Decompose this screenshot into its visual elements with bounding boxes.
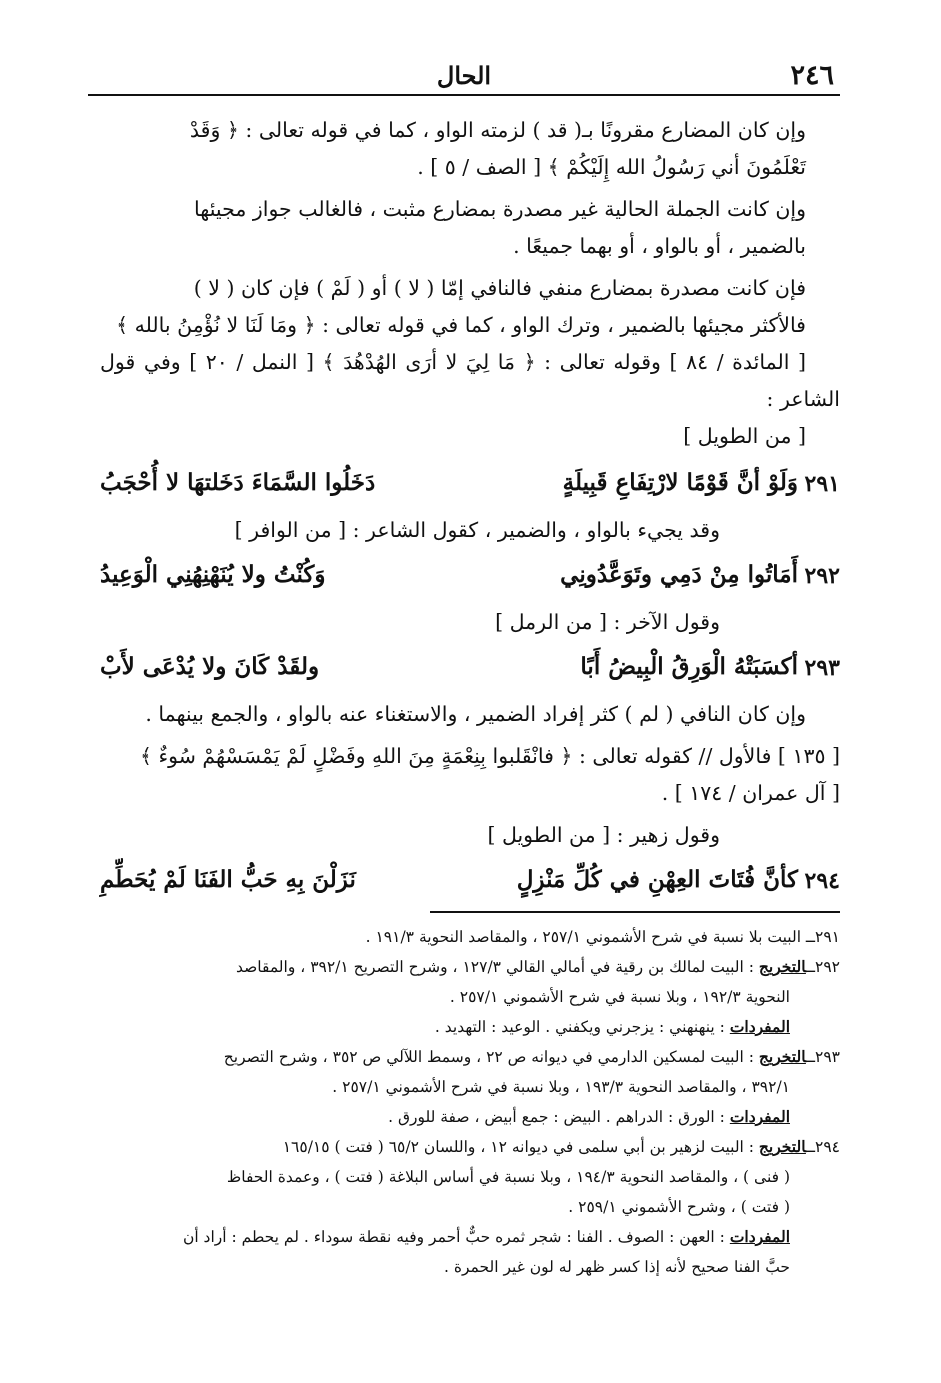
footnotes <box>60 922 840 1282</box>
verse-293 <box>100 644 840 694</box>
second-hemistich: دَخَلُوا السَّمَاءَ دَخَلتهَا لا أُحْجَبُ <box>100 469 376 496</box>
paragraph-negated <box>100 270 840 455</box>
paragraph-lam: وإن كان النافي ( لم ) كثر إفراد الضمير ، والاستغناء عنه بالواو ، والجمع بينهما . <box>145 702 806 726</box>
verse-number: ٢٩٢ <box>804 563 840 589</box>
vocabulary-292 <box>60 1012 840 1042</box>
takhrij-label: التخريج <box>758 1137 806 1156</box>
second-hemistich: وَكُنْتُ ولا يُنَهْنِهُنِي الْوَعِيدُ <box>100 561 326 588</box>
paragraph-zuhair: وقول زهير : [ من الطويل ] <box>487 823 720 847</box>
vocab-label: المفردات <box>729 1017 790 1036</box>
vocab-label: المفردات <box>729 1107 790 1126</box>
first-hemistich: كأنَّ فُتَاتَ العِهْنِ في كُلِّ مَنْزِلٍ <box>516 866 798 893</box>
paragraph-first-case <box>100 738 840 812</box>
paragraph-another-poet: وقول الآخر : [ من الرمل ] <box>495 610 720 634</box>
vocabulary-293 <box>60 1102 840 1132</box>
footnote-291: ٢٩١ــ البيت بلا نسبة في شرح الأشموني ٢٥٧/١ ، والمقاصد النحوية ١٩١/٣ . <box>365 928 840 946</box>
verse-number: ٢٩٣ <box>804 655 840 681</box>
footnote-number: ٢٩٤ــ <box>805 1138 840 1156</box>
text-line: بالضمير ، أو بالواو ، أو بهما جميعًا . <box>513 234 806 258</box>
text-line: [ آل عمران / ١٧٤ ] . <box>661 781 840 805</box>
footnote-292 <box>60 952 840 982</box>
first-hemistich: أكسَبَتْهُ الْوَرِقُ الْبِيضُ أَبًا <box>580 653 798 680</box>
page-number: ٢٤٦ <box>790 60 834 91</box>
paragraph-qad <box>100 112 840 186</box>
footnote-293 <box>60 1042 840 1072</box>
meter-label: [ من الطويل ] <box>683 424 806 448</box>
footnote-continuation: ( فنى ) ، والمقاصد النحوية ١٩٤/٣ ، وبلا نسبة في أساس البلاغة ( فتت ) ، وعمدة الحفاظ <box>226 1168 790 1186</box>
vocabulary-294 <box>60 1222 840 1252</box>
text-line: فالأكثر مجيئها بالضمير ، وترك الواو ، كما في قوله تعالى : ﴿ ومَا لَنَا لا نُؤْمِنُ بالله ﴾ <box>116 313 806 337</box>
takhrij-label: التخريج <box>758 957 806 976</box>
footnote-text: : البيت لمسكين الدارمي في ديوانه ص ٢٢ ، وسمط اللآلي ص ٣٥٢ ، وشرح التصريح <box>223 1048 759 1066</box>
footnote-text: : البيت لزهير بن أبي سلمى في ديوانه ١٢ ، واللسان ٦٥/٢ ( فتت ) ١٦٥/١٥ <box>282 1138 759 1156</box>
paragraph-waw-damir: وقد يجيء بالواو ، والضمير ، كقول الشاعر : [ من الوافر ] <box>234 518 720 542</box>
footnote-294 <box>60 1132 840 1162</box>
text-line: وإن كانت الجملة الحالية غير مصدرة بمضارع مثبت ، فالغالب جواز مجيئها <box>194 197 806 221</box>
vocab-text: : ينهنهني : يزجرني ويكفني . الوعيد : التهديد . <box>434 1018 730 1036</box>
second-hemistich: ولقَدْ كَانَ ولا يُدْعَى لأَبْ <box>100 653 320 680</box>
vocab-text: : العهن : الصوف . الفنا : شجر ثمره حبٌّ أحمر وفيه نقطة سوداء . لم يحطم : أراد أن <box>182 1228 730 1246</box>
footnote-number: ٢٩٣ــ <box>805 1048 840 1066</box>
footnote-continuation: ( فتت ) ، وشرح الأشموني ٢٥٩/١ . <box>568 1198 790 1216</box>
text-line: [ ١٣٥ ] فالأول // كقوله تعالى : ﴿ فانْقَلبوا بِنِعْمَةٍ مِنَ اللهِ وفَضْلٍ لَمْ يَمْسَسْهُمْ سُوءٌ ﴾ <box>139 744 840 768</box>
text-line: فإن كانت مصدرة بمضارع منفي فالنافي إمّا ( لا ) أو ( لَمْ ) فإن كان ( لا ) <box>193 276 806 300</box>
verse-292 <box>100 552 840 602</box>
verse-number: ٢٩١ <box>804 471 840 497</box>
text-line: وإن كان المضارع مقرونًا بـ( قد ) لزمته الواو ، كما في قوله تعالى : ﴿ وَقَدْ <box>189 118 806 142</box>
text-line: تَعْلَمُونَ أني رَسُولُ الله إِلَيْكُمْ ﴾ [ الصف / ٥ ] . <box>417 155 806 179</box>
first-hemistich: أَمَاتُوا مِنْ دَمِي وتَوَعَّدُونِي <box>560 561 798 588</box>
paragraph-non-affirmative <box>100 191 840 265</box>
footnote-divider <box>430 911 840 913</box>
vocab-label: المفردات <box>729 1227 790 1246</box>
footnote-continuation: النحوية ١٩٢/٣ ، وبلا نسبة في شرح الأشموني ٢٥٧/١ . <box>449 988 790 1006</box>
verse-291 <box>100 460 840 510</box>
second-hemistich: نَزَلْنَ بِهِ حَبُّ الفَنَا لَمْ يُحَطِّمِ <box>100 866 356 893</box>
verse-number: ٢٩٤ <box>804 868 840 894</box>
footnote-continuation: حبَّ الفنا صحيح لأنه إذا كسر ظهر له لون غير الحمرة . <box>444 1258 790 1276</box>
takhrij-label: التخريج <box>758 1047 806 1066</box>
running-title: الحال <box>436 61 492 90</box>
main-text <box>100 112 840 909</box>
vocab-text: : الورق : الدراهم . البيض : جمع أبيض ، صفة للورق . <box>388 1108 730 1126</box>
footnote-text: : البيت لمالك بن رقية في أمالي القالي ١٢٧/٣ ، وشرح التصريح ٣٩٢/١ ، والمقاصد <box>235 958 759 976</box>
text-line: [ المائدة / ٨٤ ] وقوله تعالى : ﴿ مَا لِيَ لا أرَى الهُدْهُدَ ﴾ [ النمل / ٢٠ ] وفي قول الشاعر : <box>100 350 840 411</box>
footnote-number: ٢٩٢ــ <box>805 958 840 976</box>
page-header <box>88 58 840 96</box>
first-hemistich: وَلَوْ أنَّ قَوْمًا لارْتِفَاعِ قَبِيلَةٍ <box>562 469 798 496</box>
verse-294 <box>100 857 840 907</box>
footnote-continuation: ٣٩٢/١ ، والمقاصد النحوية ١٩٣/٣ ، وبلا نسبة في شرح الأشموني ٢٥٧/١ . <box>332 1078 790 1096</box>
